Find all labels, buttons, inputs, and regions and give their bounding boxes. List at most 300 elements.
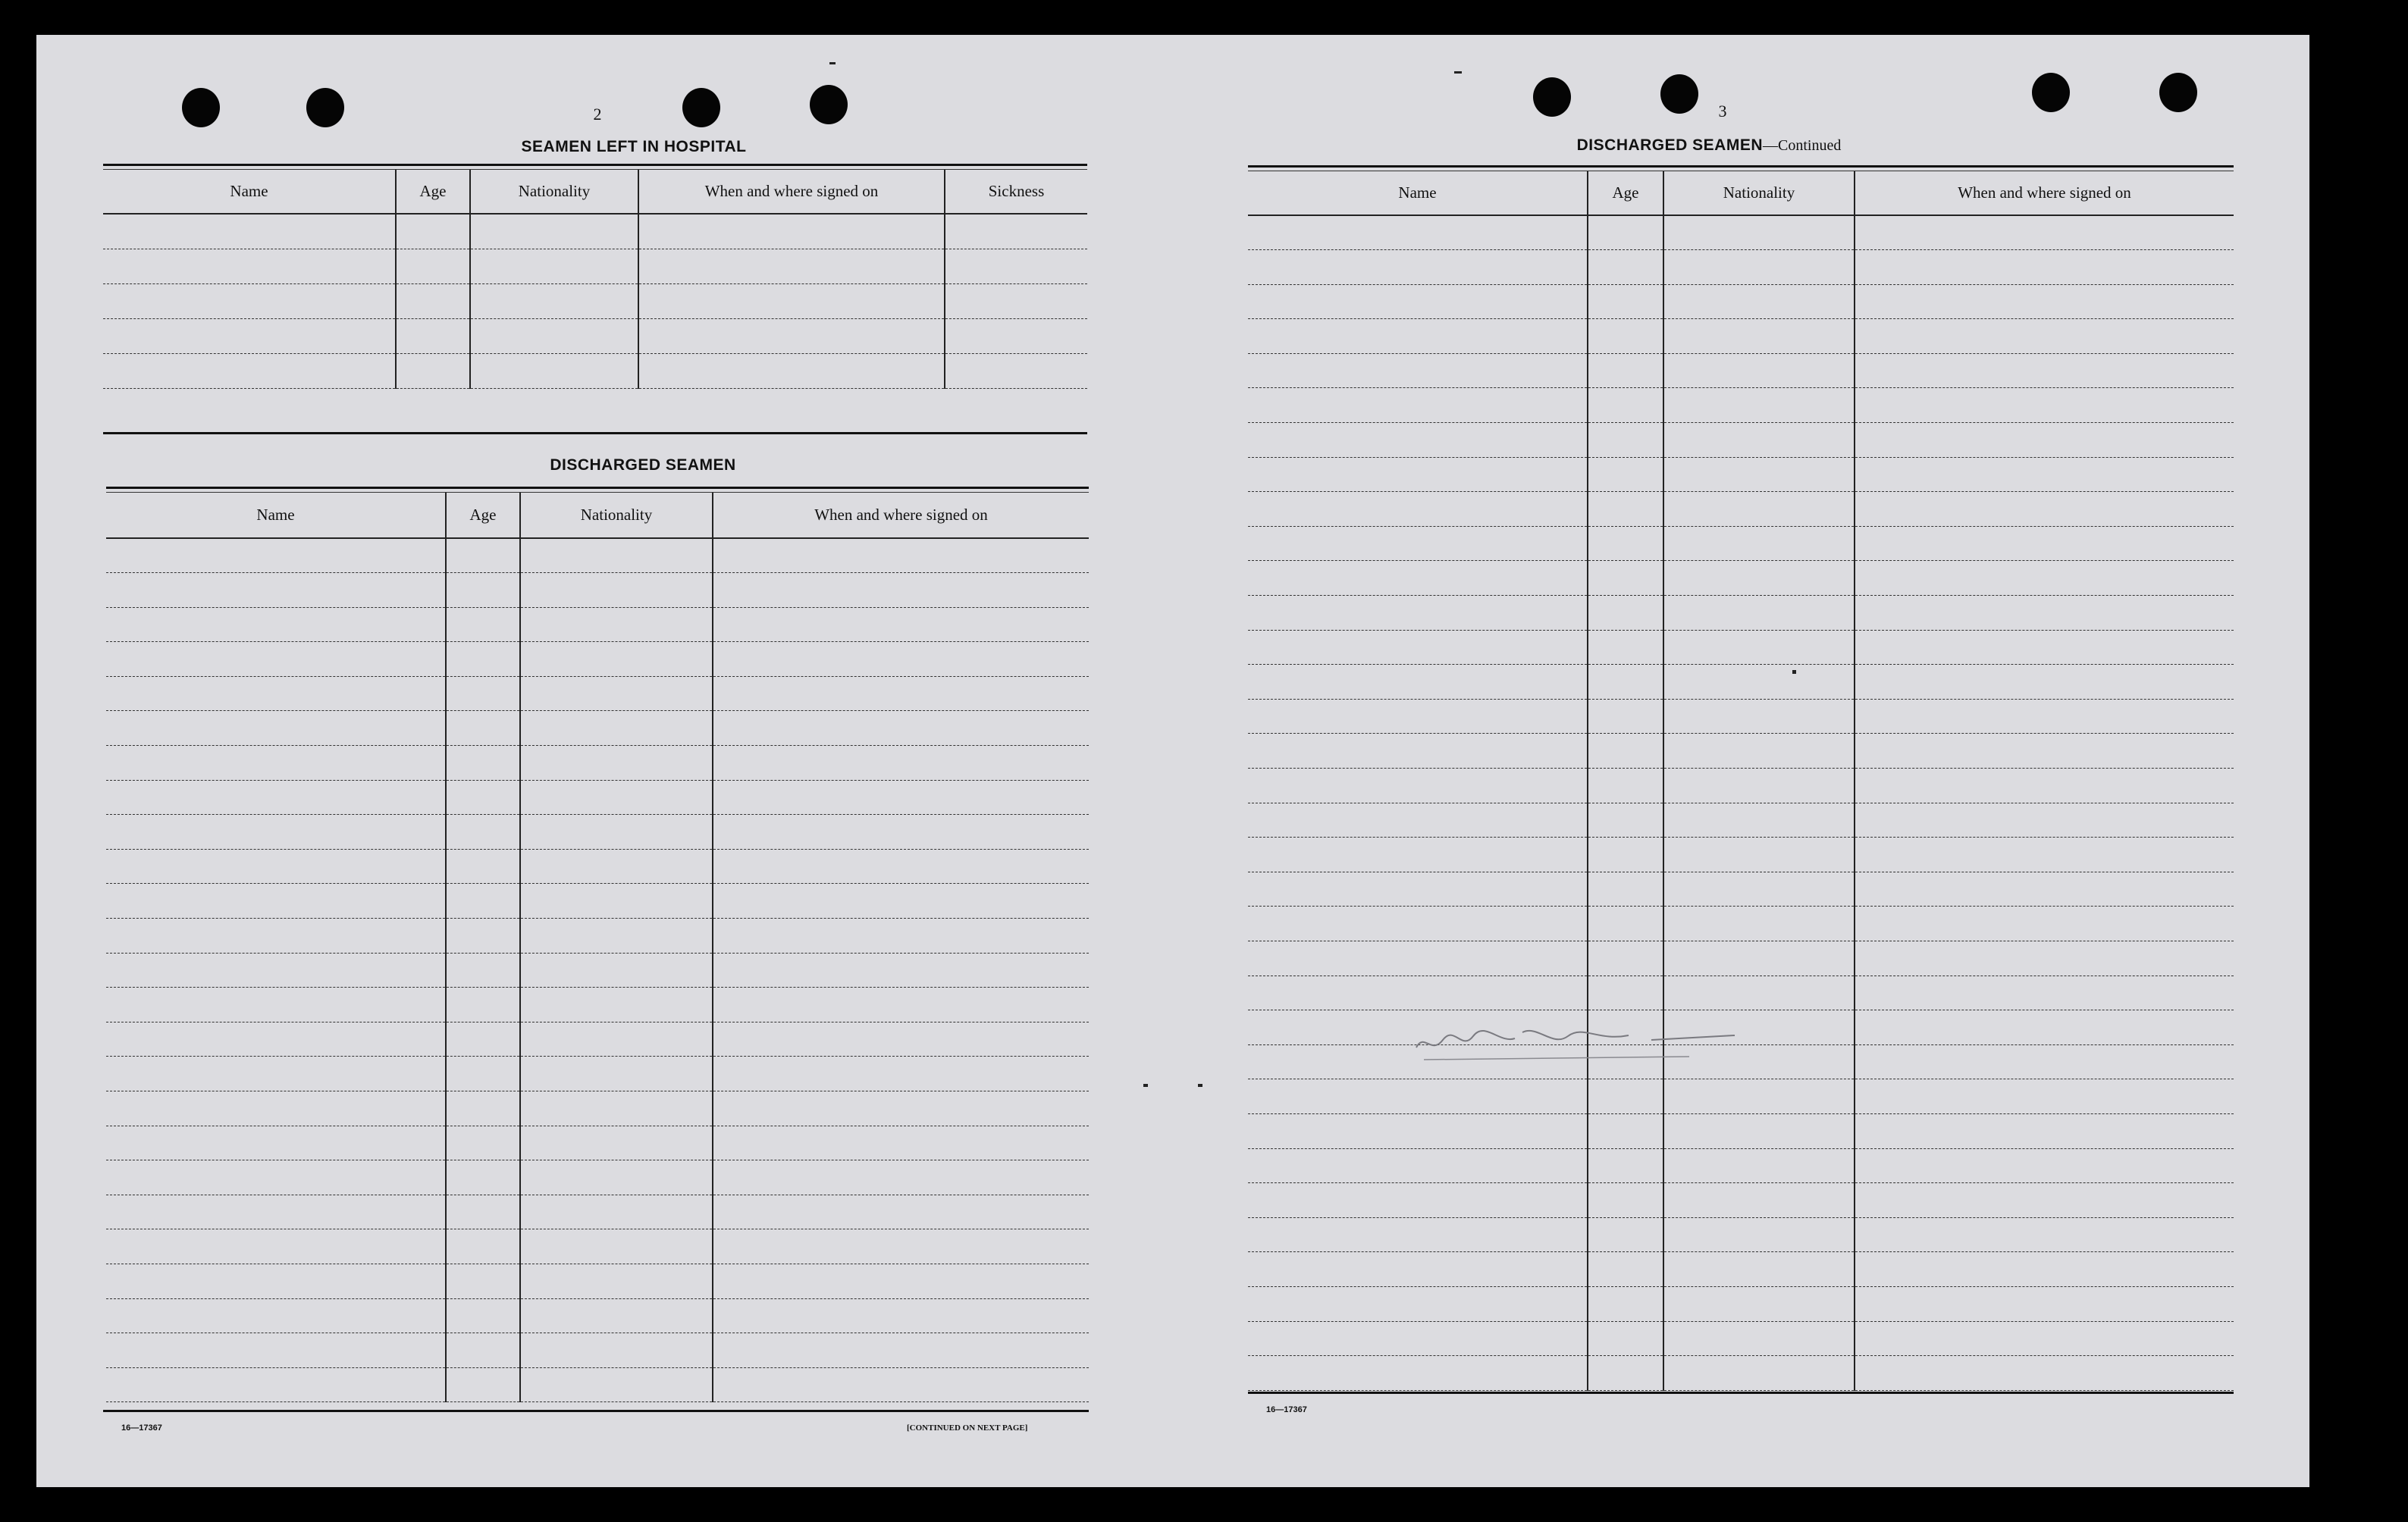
table-row [106, 1229, 1089, 1264]
table-cell [1248, 457, 1588, 492]
table-cell [713, 607, 1089, 642]
table-row [1248, 1321, 2234, 1356]
page-number-right: 3 [1718, 102, 1727, 121]
table-cell [520, 1229, 713, 1264]
punch-hole-icon [2032, 73, 2070, 112]
table-cell [106, 953, 446, 988]
table-row [106, 573, 1089, 608]
table-cell [106, 884, 446, 919]
table-cell [520, 815, 713, 850]
table-cell [713, 1195, 1089, 1229]
table-cell [106, 849, 446, 884]
table-row [106, 1298, 1089, 1333]
table-row [106, 1091, 1089, 1126]
col-header-signed-on: When and where signed on [1855, 171, 2234, 215]
table-cell [106, 1264, 446, 1298]
table-row [1248, 561, 2234, 596]
table-row [1248, 734, 2234, 769]
table-cell [1588, 319, 1663, 354]
table-cell [446, 676, 520, 711]
table-row [1248, 319, 2234, 354]
table-cell [446, 1298, 520, 1333]
table-cell [1588, 561, 1663, 596]
table-cell [1663, 976, 1855, 1010]
form-code-right: 16—17367 [1266, 1405, 1307, 1414]
table-cell [106, 919, 446, 954]
table-cell [446, 1229, 520, 1264]
table-cell [1663, 492, 1855, 527]
table-cell [520, 988, 713, 1022]
table-cell [1248, 872, 1588, 907]
table-cell [520, 538, 713, 573]
table-row [106, 1264, 1089, 1298]
col-header-name: Name [103, 170, 396, 214]
table-cell [446, 1057, 520, 1091]
table-cell [1588, 734, 1663, 769]
table-cell [1588, 976, 1663, 1010]
table-row [1248, 353, 2234, 388]
form-code-left: 16—17367 [121, 1423, 162, 1433]
table-row [106, 1367, 1089, 1402]
punch-hole-icon [1660, 74, 1698, 114]
table-cell [520, 919, 713, 954]
table-cell [446, 573, 520, 608]
table-cell [713, 849, 1089, 884]
table-cell [713, 642, 1089, 677]
table-cell [106, 607, 446, 642]
table-row [1248, 250, 2234, 285]
table-row [106, 815, 1089, 850]
table-row [1248, 907, 2234, 941]
table-cell [1663, 699, 1855, 734]
table-cell [1855, 1286, 2234, 1321]
table-cell [520, 1195, 713, 1229]
col-header-name: Name [1248, 171, 1588, 215]
table-row [1248, 976, 2234, 1010]
table-cell [446, 1195, 520, 1229]
table-cell [106, 538, 446, 573]
table-cell [713, 780, 1089, 815]
table-row [106, 1022, 1089, 1057]
table-cell [446, 988, 520, 1022]
table-row [106, 1195, 1089, 1229]
table-row [1248, 665, 2234, 700]
table-row [106, 642, 1089, 677]
table-row [1248, 215, 2234, 250]
col-header-age: Age [446, 493, 520, 538]
table-cell [446, 746, 520, 781]
table-cell [446, 1091, 520, 1126]
table-cell [713, 1298, 1089, 1333]
table-cell [1248, 353, 1588, 388]
table-row [1248, 803, 2234, 838]
table-cell [1855, 1356, 2234, 1391]
table-cell [1588, 215, 1663, 250]
table-cell [1663, 1286, 1855, 1321]
table-cell [1855, 838, 2234, 872]
table-cell [1855, 630, 2234, 665]
table-cell [1588, 457, 1663, 492]
table-cell [106, 1091, 446, 1126]
table-cell [1663, 1113, 1855, 1148]
discharged-section-title-right [1519, 136, 1898, 155]
table-cell [1855, 526, 2234, 561]
table-cell [1855, 1079, 2234, 1114]
table-row [106, 711, 1089, 746]
table-cell [1663, 769, 1855, 803]
hospital-section-title: SEAMEN LEFT IN HOSPITAL [521, 138, 747, 155]
table-cell [446, 711, 520, 746]
table-row [1248, 838, 2234, 872]
table-cell [1588, 284, 1663, 319]
col-header-age: Age [396, 170, 470, 214]
table-row [106, 1057, 1089, 1091]
table-cell [713, 538, 1089, 573]
table-cell [1663, 388, 1855, 423]
table-cell [446, 884, 520, 919]
table-row [1248, 1183, 2234, 1218]
table-cell [106, 1298, 446, 1333]
table-cell [1855, 1148, 2234, 1183]
table-cell [1248, 838, 1588, 872]
table-cell [1663, 941, 1855, 976]
table-cell [106, 1195, 446, 1229]
table-cell [1248, 284, 1588, 319]
table-cell [1855, 596, 2234, 631]
table-cell [1248, 492, 1588, 527]
table-cell [1248, 561, 1588, 596]
table-cell [1248, 907, 1588, 941]
table-cell [1663, 665, 1855, 700]
hospital-table-top-rule [103, 164, 1087, 170]
table-cell [106, 1229, 446, 1264]
table-row [1248, 872, 2234, 907]
table-cell [446, 953, 520, 988]
table-cell [713, 1091, 1089, 1126]
punch-hole-icon [682, 88, 720, 127]
table-cell [1855, 976, 2234, 1010]
discharged-table-top-rule-right [1248, 165, 2234, 171]
table-cell [1855, 561, 2234, 596]
table-cell [106, 711, 446, 746]
table-cell [713, 884, 1089, 919]
speck [1198, 1084, 1202, 1087]
table-cell [1855, 1252, 2234, 1287]
table-cell [520, 1126, 713, 1160]
table-cell [446, 919, 520, 954]
table-cell [713, 1367, 1089, 1402]
table-cell [1663, 284, 1855, 319]
table-cell [106, 1367, 446, 1402]
table-cell [713, 1229, 1089, 1264]
table-cell [1248, 976, 1588, 1010]
table-cell [713, 988, 1089, 1022]
table-cell [1855, 1113, 2234, 1148]
table-cell [1588, 353, 1663, 388]
table-cell [1248, 215, 1588, 250]
table-cell [1855, 1183, 2234, 1218]
table-cell [1663, 838, 1855, 872]
table-cell [713, 711, 1089, 746]
table-cell [1248, 1217, 1588, 1252]
table-cell [1855, 319, 2234, 354]
table-row [1248, 388, 2234, 423]
table-cell [1588, 665, 1663, 700]
table-cell [1663, 423, 1855, 458]
speck [1454, 71, 1462, 74]
table-cell [106, 676, 446, 711]
table-cell [1855, 907, 2234, 941]
table-cell [1663, 250, 1855, 285]
table-row [1248, 1252, 2234, 1287]
col-header-sickness: Sickness [945, 170, 1087, 214]
table-row [106, 849, 1089, 884]
table-row [106, 746, 1089, 781]
table-cell [1248, 1183, 1588, 1218]
table-cell [520, 1264, 713, 1298]
table-cell [1663, 561, 1855, 596]
table-cell [1588, 423, 1663, 458]
col-header-signed-on: When and where signed on [713, 493, 1089, 538]
table-cell [446, 1126, 520, 1160]
table-cell [1248, 1286, 1588, 1321]
col-header-signed-on: When and where signed on [638, 170, 945, 214]
col-header-nationality: Nationality [470, 170, 638, 214]
table-row [106, 953, 1089, 988]
table-cell [106, 573, 446, 608]
table-cell [520, 884, 713, 919]
punch-hole-icon [2159, 73, 2197, 112]
discharged-section-title-left: DISCHARGED SEAMEN [550, 456, 736, 474]
table-cell [1663, 319, 1855, 354]
table-cell [1248, 803, 1588, 838]
table-row [106, 780, 1089, 815]
table-row [106, 988, 1089, 1022]
table-cell [520, 676, 713, 711]
table-cell [1248, 526, 1588, 561]
table-cell [1588, 596, 1663, 631]
table-cell [520, 1057, 713, 1091]
table-cell [1663, 734, 1855, 769]
table-cell [1855, 492, 2234, 527]
discharged-table-left [106, 493, 1089, 1402]
table-cell [520, 1333, 713, 1368]
continued-note: [CONTINUED ON NEXT PAGE] [907, 1423, 1028, 1433]
table-cell [1248, 734, 1588, 769]
table-row [1248, 1079, 2234, 1114]
table-cell [106, 815, 446, 850]
table-row [103, 249, 1087, 283]
table-cell [446, 1333, 520, 1368]
table-cell [1248, 250, 1588, 285]
table-cell [1663, 872, 1855, 907]
table-cell [1248, 1113, 1588, 1148]
table-cell [1663, 215, 1855, 250]
table-row [1248, 1286, 2234, 1321]
table-cell [520, 746, 713, 781]
table-row [1248, 526, 2234, 561]
table-row [106, 919, 1089, 954]
table-cell [1588, 907, 1663, 941]
table-cell [713, 573, 1089, 608]
table-row [106, 884, 1089, 919]
table-cell [446, 815, 520, 850]
table-row [103, 214, 1087, 249]
table-cell [1663, 803, 1855, 838]
table-row [106, 676, 1089, 711]
table-cell [520, 1091, 713, 1126]
table-cell [1663, 1183, 1855, 1218]
table-cell [1855, 388, 2234, 423]
table-row [1248, 630, 2234, 665]
table-cell [1663, 457, 1855, 492]
table-cell [1663, 1148, 1855, 1183]
table-row [106, 538, 1089, 573]
table-cell [1248, 1252, 1588, 1287]
table-cell [1855, 215, 2234, 250]
table-cell [446, 780, 520, 815]
table-row [1248, 1148, 2234, 1183]
table-cell [106, 780, 446, 815]
table-cell [520, 1160, 713, 1195]
table-cell [446, 1022, 520, 1057]
page-number-left: 2 [593, 105, 602, 124]
table-cell [1588, 1148, 1663, 1183]
table-cell [106, 1160, 446, 1195]
table-cell [106, 1333, 446, 1368]
table-cell [713, 1264, 1089, 1298]
table-row [1248, 1113, 2234, 1148]
table-row [1248, 457, 2234, 492]
col-header-age: Age [1588, 171, 1663, 215]
table-cell [1855, 734, 2234, 769]
table-cell [106, 1022, 446, 1057]
table-cell [1248, 1356, 1588, 1391]
table-cell [1663, 1252, 1855, 1287]
table-cell [1588, 630, 1663, 665]
discharged-table-bottom-rule-left [103, 1410, 1089, 1412]
document-sheet [36, 35, 2309, 1487]
table-row [1248, 1356, 2234, 1391]
table-cell [1588, 699, 1663, 734]
table-cell [713, 676, 1089, 711]
table-cell [1248, 1079, 1588, 1114]
table-cell [1663, 353, 1855, 388]
table-cell [713, 1333, 1089, 1368]
table-cell [1663, 1356, 1855, 1391]
table-cell [520, 1367, 713, 1402]
table-cell [1588, 1113, 1663, 1148]
table-cell [1588, 250, 1663, 285]
table-cell [713, 1057, 1089, 1091]
table-cell [1588, 838, 1663, 872]
title-main: DISCHARGED SEAMEN [1576, 136, 1763, 154]
table-row [1248, 769, 2234, 803]
table-row [1248, 492, 2234, 527]
speck [1143, 1084, 1148, 1087]
table-cell [1588, 1217, 1663, 1252]
table-cell [1588, 769, 1663, 803]
table-cell [1588, 872, 1663, 907]
table-cell [446, 642, 520, 677]
table-cell [713, 746, 1089, 781]
punch-hole-icon [306, 88, 344, 127]
table-cell [713, 953, 1089, 988]
table-row [103, 318, 1087, 353]
table-cell [1663, 1217, 1855, 1252]
table-cell [446, 1160, 520, 1195]
table-cell [713, 919, 1089, 954]
discharged-table-right [1248, 171, 2234, 1391]
table-cell [1248, 1148, 1588, 1183]
table-cell [1855, 353, 2234, 388]
table-cell [713, 815, 1089, 850]
table-cell [106, 642, 446, 677]
table-cell [1663, 907, 1855, 941]
table-cell [1855, 872, 2234, 907]
table-cell [1588, 1286, 1663, 1321]
speck [829, 62, 836, 64]
col-header-name: Name [106, 493, 446, 538]
table-cell [106, 746, 446, 781]
table-cell [520, 1298, 713, 1333]
hospital-table [103, 170, 1087, 389]
table-cell [520, 642, 713, 677]
table-row [1248, 596, 2234, 631]
table-cell [1855, 941, 2234, 976]
table-row [106, 1333, 1089, 1368]
table-row [103, 283, 1087, 318]
discharged-table-top-rule-left [106, 487, 1089, 493]
table-cell [1855, 284, 2234, 319]
table-cell [1855, 769, 2234, 803]
pencil-mark-icon [1401, 1010, 1795, 1070]
table-cell [1588, 803, 1663, 838]
table-cell [446, 1264, 520, 1298]
table-cell [1588, 492, 1663, 527]
table-cell [1588, 1321, 1663, 1356]
table-cell [1588, 526, 1663, 561]
table-cell [1855, 457, 2234, 492]
table-cell [1588, 1356, 1663, 1391]
col-header-nationality: Nationality [520, 493, 713, 538]
table-cell [1663, 1321, 1855, 1356]
table-cell [106, 988, 446, 1022]
table-cell [520, 849, 713, 884]
table-cell [446, 538, 520, 573]
table-cell [1663, 1079, 1855, 1114]
discharged-table-bottom-rule-right [1248, 1392, 2234, 1394]
table-cell [1855, 1321, 2234, 1356]
table-cell [1855, 1044, 2234, 1079]
table-cell [1248, 319, 1588, 354]
table-row [106, 1126, 1089, 1160]
table-cell [1248, 388, 1588, 423]
table-cell [1248, 941, 1588, 976]
punch-hole-icon [810, 85, 848, 124]
table-cell [1248, 769, 1588, 803]
table-cell [106, 1057, 446, 1091]
table-cell [1588, 1183, 1663, 1218]
table-cell [1855, 250, 2234, 285]
table-row [106, 607, 1089, 642]
table-cell [1588, 941, 1663, 976]
title-continued: —Continued [1763, 137, 1842, 154]
table-cell [520, 1022, 713, 1057]
table-cell [446, 849, 520, 884]
table-cell [520, 953, 713, 988]
table-cell [1663, 630, 1855, 665]
